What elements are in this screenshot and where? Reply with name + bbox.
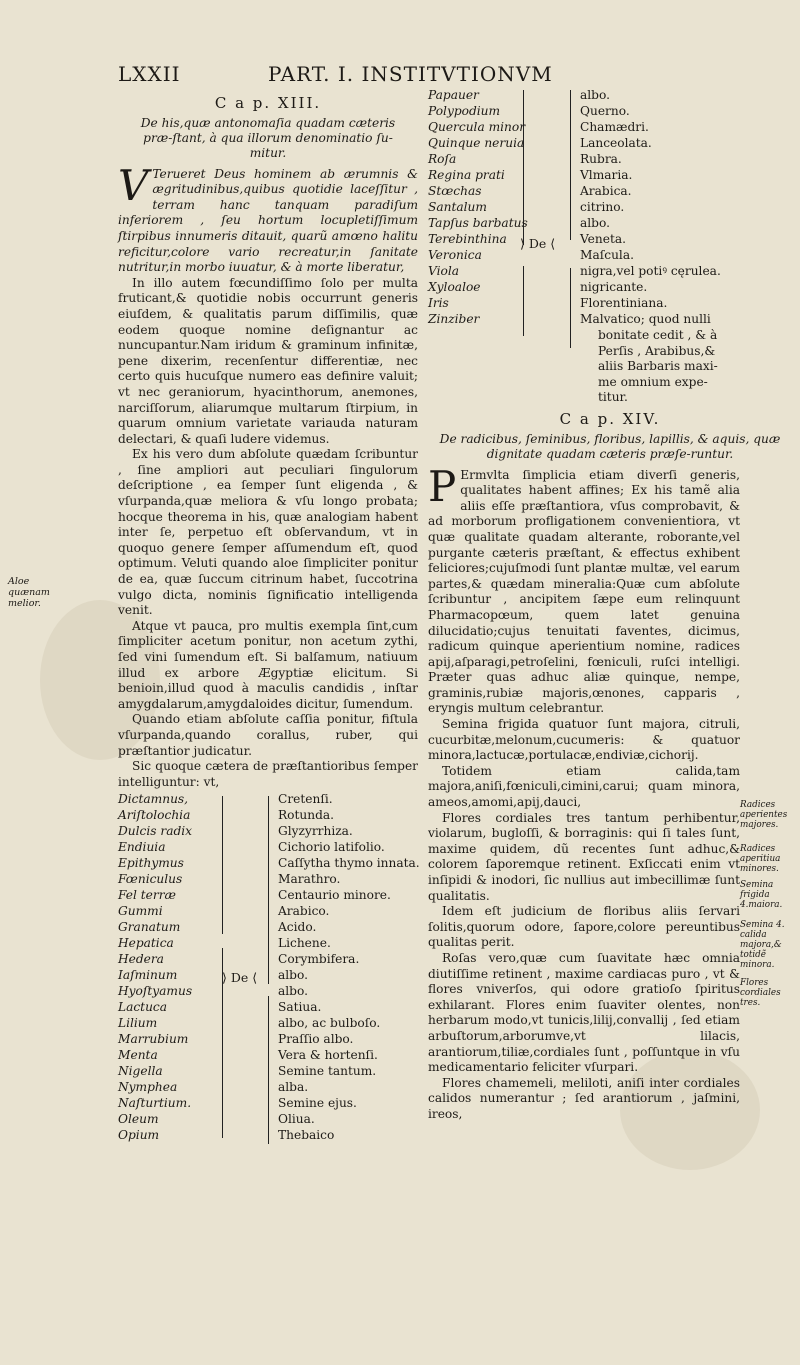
term-synonym: Vera & hortenſi. — [278, 1048, 378, 1063]
term-name: Viola — [428, 264, 459, 278]
list-item — [118, 920, 418, 936]
list-continuation-line: aliis Barbaris maxi- — [598, 359, 718, 374]
de-brace-label: ⟩ De ⟨ — [222, 970, 258, 986]
de-brace-label: ⟩ De ⟨ — [520, 236, 556, 251]
term-name: Terebinthina — [428, 232, 507, 246]
term-synonym: Vlmaria. — [580, 168, 633, 182]
list-item — [118, 1032, 418, 1048]
term-synonym: Semine ejus. — [278, 1096, 357, 1111]
term-name: Fœniculus — [118, 872, 183, 887]
paragraph: Quando etiam abſolute caſſia ponitur, fiſtula vſurpanda,quando corallus, ruber, qui præſtantior judicatur. — [118, 712, 418, 758]
term-name: Roſa — [428, 152, 457, 166]
term-synonym: Malvatico; quod nulli — [580, 312, 711, 326]
term-synonym: albo. — [278, 984, 308, 999]
term-name: Endiuia — [118, 840, 166, 855]
term-synonym: nigra,vel potiꝰ cęrulea. — [580, 264, 721, 278]
list-item — [428, 216, 792, 232]
term-name: Hyoſtyamus — [118, 984, 193, 999]
list-item — [118, 984, 418, 1000]
list-continuation-line: bonitate cedit , & à — [598, 328, 718, 342]
term-name: Regina prati — [428, 168, 505, 182]
term-synonym: Satiua. — [278, 1000, 322, 1015]
term-name: Santalum — [428, 200, 487, 214]
list-item — [118, 888, 418, 904]
term-synonym: albo. — [278, 968, 308, 983]
list-item — [428, 104, 792, 120]
paragraph: P Ermvlta ſimplicia etiam diverſi generis, qualitates habent affines; Ex his tamẽ alia aliis eſſe præſtantiora, vſus comprobavit, & ad morborum profligationem convenientiora, vt quæ qualitate quadam alterante, roborante,vel purgante cæteris præſtant, & effectus exhibent feliciores;cujuſmodi ſunt plantæ multæ, vel earum partes,& quædam mineralia:Quæ cum abſolute ſcribuntur , ancipitem ſæpe eum relinquunt Pharmacopœum, quem latet genuina dilucidatio;cujus tenuitati faventes, dicimus, radicum quinque aperientium nomine, radices apij,aſparagi,petroſelini, fœniculi, ruſci intelligi. Præter quas adhuc aliæ quinque, nempe, graminis,rubiæ majoris,œnones, capparis , eryngis multum celebrantur. — [428, 461, 740, 716]
margin-note: Semina frigida 4.maiora. — [740, 880, 783, 910]
term-synonym: Lichene. — [278, 936, 331, 951]
term-synonym: Maſcula. — [580, 248, 634, 262]
term-synonym: Cretenſi. — [278, 792, 333, 807]
term-name: Stœchas — [428, 184, 482, 198]
chapter-heading: C a p. XIII. — [214, 94, 322, 112]
term-synonym: Rubra. — [580, 152, 622, 166]
list-item — [118, 1128, 418, 1144]
list-item — [428, 152, 792, 168]
list-item — [118, 1064, 418, 1080]
list-item — [118, 792, 418, 808]
paragraph: Semina frigida quatuor ſunt majora, citruli, cucurbitæ,melonum,cucumeris: & quatuor minora,lactucæ,portulacæ,endiviæ,cichorij. — [428, 717, 740, 763]
paragraph: Atque vt pauca, pro multis exempla ſint,cum ſimpliciter acetum ponitur, non acetum zythi, ſed vini ſumendum eſt. Si balſamum, natiuum illud ex arbore Ægyptiæ elicitum. Si benioin,illud quod à maculis candidis , inſtar amygdalarum,amygdaloides dicitur, ſumendum. — [118, 618, 418, 711]
term-name: Hedera — [118, 952, 164, 967]
paragraph: Sic quoque cætera de præſtantioribus ſemper intelliguntur: vt, — [118, 759, 418, 789]
term-synonym: Centaurio minore. — [278, 888, 391, 903]
term-synonym: Oliua. — [278, 1112, 315, 1127]
list-continuation-line: me omnium expe- — [598, 374, 708, 389]
list-item — [428, 232, 792, 248]
list-item — [118, 968, 418, 984]
list-item — [428, 264, 792, 280]
term-synonym: Acido. — [278, 920, 317, 935]
term-synonym: Marathro. — [278, 872, 341, 887]
term-synonym: Praſſio albo. — [278, 1032, 354, 1047]
term-name: Opium — [118, 1128, 160, 1143]
term-synonym: Veneta. — [580, 232, 626, 246]
term-name: Xyloaloe — [428, 280, 481, 294]
list-item — [118, 1016, 418, 1032]
list-item — [118, 1080, 418, 1096]
term-synonym: Querno. — [580, 104, 630, 118]
term-synonym: Rotunda. — [278, 808, 335, 823]
list-item — [428, 312, 792, 328]
term-synonym: Glyzyrrhiza. — [278, 824, 353, 839]
term-synonym: Florentiniana. — [580, 296, 668, 310]
paragraph: Totidem etiam calida,tam majora,aniſi,fœniculi,cimini,carui; quam minora, ameos,amomi,apij,dauci, — [428, 763, 740, 810]
term-name: Iris — [428, 296, 449, 310]
list-item — [428, 88, 792, 104]
term-name: Lactuca — [118, 1000, 168, 1015]
paragraph: Flores chamemeli, meliloti, aniſi inter cordiales calidos numerantur ; ſed arantiorum , jaſmini, ireos, — [428, 1075, 740, 1121]
folio-number: LXXII — [118, 62, 181, 86]
term-synonym: Corymbifera. — [278, 952, 360, 967]
list-item — [118, 872, 418, 888]
margin-note: Radices aperientes majores. — [740, 800, 788, 830]
list-continuation-line: Perſis , Arabibus,& — [598, 343, 716, 358]
term-name: Dulcis radix — [118, 824, 193, 839]
paragraph: Idem eſt judicium de floribus aliis ſervari ſolitis,quorum odore, ſapore,colore pereuntibus qualitas perit. — [428, 904, 740, 950]
list-item — [428, 184, 792, 200]
term-synonym: albo. — [580, 88, 610, 102]
term-name: Quercula minor — [428, 120, 526, 134]
term-synonym: alba. — [278, 1080, 309, 1095]
list-item — [428, 296, 792, 312]
paragraph: Roſas vero,quæ cum ſuavitate hæc omnia diutiſſime retinent , maxime cardiacas puro , vt & flores vniverſos, qui odore gratioſo ſpiritus exhilarant. Flores enim ſuaviter olentes, non herbarum modo,vt tunicis,lilij,convallij , ſed etiam arbuſtorum,arborumve,vt lilacis, arantiorum,tiliæ,cordiales ſunt , poſſuntque in vſu medicamentario feliciter vſurpari. — [428, 950, 740, 1075]
term-synonym: Thebaico — [278, 1128, 335, 1143]
drop-cap: V — [118, 160, 149, 210]
left-column — [118, 92, 418, 1144]
running-title: PART. I. INSTITVTIONVM — [268, 62, 553, 86]
term-synonym: Semine tantum. — [278, 1064, 377, 1079]
paragraph: Flores cordiales tres tantum perhibentur, violarum, bugloſſi, & borraginis: qui ſi tales ſunt, maxime quidem, dũ recentes ſunt adhuc,& colorem ſaporemque retinent. Exſiccati enim vt inſipidi & inodori, ſic nullius aut imbecillimæ ſunt qualitatis. — [428, 810, 740, 903]
term-name: Nigella — [118, 1064, 163, 1079]
term-name: Nymphea — [118, 1080, 178, 1095]
margin-note: Flores cordiales tres. — [740, 978, 781, 1008]
term-name: Hepatica — [118, 936, 174, 951]
term-name: Marrubium — [118, 1032, 189, 1047]
list-item — [428, 136, 792, 152]
right-column — [428, 88, 792, 1123]
list-item — [428, 120, 792, 136]
list-item — [118, 1000, 418, 1016]
term-name: Tapſus barbatus — [428, 216, 528, 230]
list-continuation-line: titur. — [598, 390, 628, 405]
term-synonym: Chamædri. — [580, 120, 649, 134]
chapter-body — [428, 461, 740, 1123]
term-name: Veronica — [428, 248, 482, 262]
term-name: Ariſtolochia — [118, 808, 191, 823]
term-name: Gummi — [118, 904, 163, 919]
chapter-subtitle: De his,quæ antonomaſia quadam cæteris præ-ſtant, à qua illorum denominatio ſu-mitur. — [140, 115, 396, 160]
chapter-subtitle: De radicibus, ſeminibus, floribus, lapillis, & aquis, quæ dignitate quadam cæteris præſe-runtur. — [439, 431, 781, 461]
list-item — [118, 808, 418, 824]
term-name: Epithymus — [118, 856, 184, 871]
list-item — [118, 840, 418, 856]
list-item — [428, 200, 792, 216]
term-synonym: albo, ac bulboſo. — [278, 1016, 381, 1031]
chapter-heading: C a p. XIV. — [559, 409, 661, 428]
list-item — [118, 904, 418, 920]
list-item — [428, 248, 792, 264]
paragraph: V Terueret Deus hominem ab ærumnis & ægritudinibus,quibus quotidie laceſſitur , terram hanc tanquam paradiſum inferiorem , ſeu hortum locupletiſſimum ſtirpibus innumeris ditauit, quarũ amœno halitu reficitur,colore vario recreatur,in ſanitate nutritur,in morbo iuuatur, & à morte liberatur, — [118, 160, 418, 275]
term-name: Lilium — [118, 1016, 158, 1031]
margin-note-aloe: Aloe quænam melior. — [8, 576, 50, 609]
paragraph: In illo autem fœcundiſſimo ſolo per multa fruticant,& quotidie nobis occurrunt generis eiuſdem, & qualitatis parum diſſimilis, quæ eodem quoque nomine deſignantur ac nuncupantur.Nam iridum & graminum infinitæ, pene dixerim, recenſentur differentiæ, nec certo quis hucuſque numero eas definire valuit; vt nec geraniorum, hyacinthorum, anemones, narciſſorum, aliarumque multarum ſtirpium, in quarum omnium varietate variauda naturam delectari, & quaſi ludere videmus. — [118, 275, 418, 446]
term-name: Fel terræ — [118, 888, 176, 903]
term-name: Dictamnus, — [118, 792, 189, 807]
list-item — [118, 936, 418, 952]
list-item — [118, 856, 418, 872]
term-name: Polypodium — [428, 104, 501, 118]
margin-note: Radices aperitiua minores. — [740, 844, 781, 874]
term-name: Oleum — [118, 1112, 159, 1127]
list-item — [118, 1096, 418, 1112]
term-synonym: Cichorio latifolio. — [278, 840, 385, 855]
list-item — [428, 280, 792, 296]
term-name: Menta — [118, 1048, 158, 1063]
term-synonym: albo. — [580, 216, 610, 230]
term-name: Granatum — [118, 920, 181, 935]
list-item — [118, 1112, 418, 1128]
list-item — [428, 168, 792, 184]
synonym-list — [118, 792, 418, 1144]
term-synonym: Arabico. — [278, 904, 330, 919]
margin-note: Semina 4. calida majora,& totidẽ minora. — [740, 920, 785, 970]
term-name: Zinziber — [428, 312, 480, 326]
synonym-list — [428, 88, 792, 328]
term-synonym: citrino. — [580, 200, 625, 214]
term-synonym: nigricante. — [580, 280, 648, 294]
term-name: Papauer — [428, 88, 479, 102]
term-name: Naſturtium. — [118, 1096, 192, 1111]
term-name: Iaſminum — [118, 968, 178, 983]
term-synonym: Lanceolata. — [580, 136, 652, 150]
term-synonym: Arabica. — [580, 184, 632, 198]
list-item — [118, 1048, 418, 1064]
list-item — [118, 824, 418, 840]
paragraph: Ex his vero dum abſolute quædam ſcribuntur , ſine ampliori aut peculiari ſingulorum deſcriptione , ea ſemper ſunt eligenda , & vſurpanda,quæ meliora & vſu longo probata; hocque theorema in his, quæ analogiam habent inter ſe, perpetuo eſt obſervandum, vt in quoquo genere ſemper aſſumendum eſt, quod optimum. Veluti quando aloe ſimpliciter ponitur de ea, quæ ſuccum citrinum habet, ſuccotrina vulgo dicta, nominis ſignificatio intelligenda venit. — [118, 447, 418, 618]
term-name: Quinque neruia — [428, 136, 525, 150]
list-continuation — [598, 328, 792, 406]
drop-cap: P — [428, 461, 457, 511]
list-item — [118, 952, 418, 968]
term-synonym: Caſſytha thymo innata. — [278, 856, 420, 871]
